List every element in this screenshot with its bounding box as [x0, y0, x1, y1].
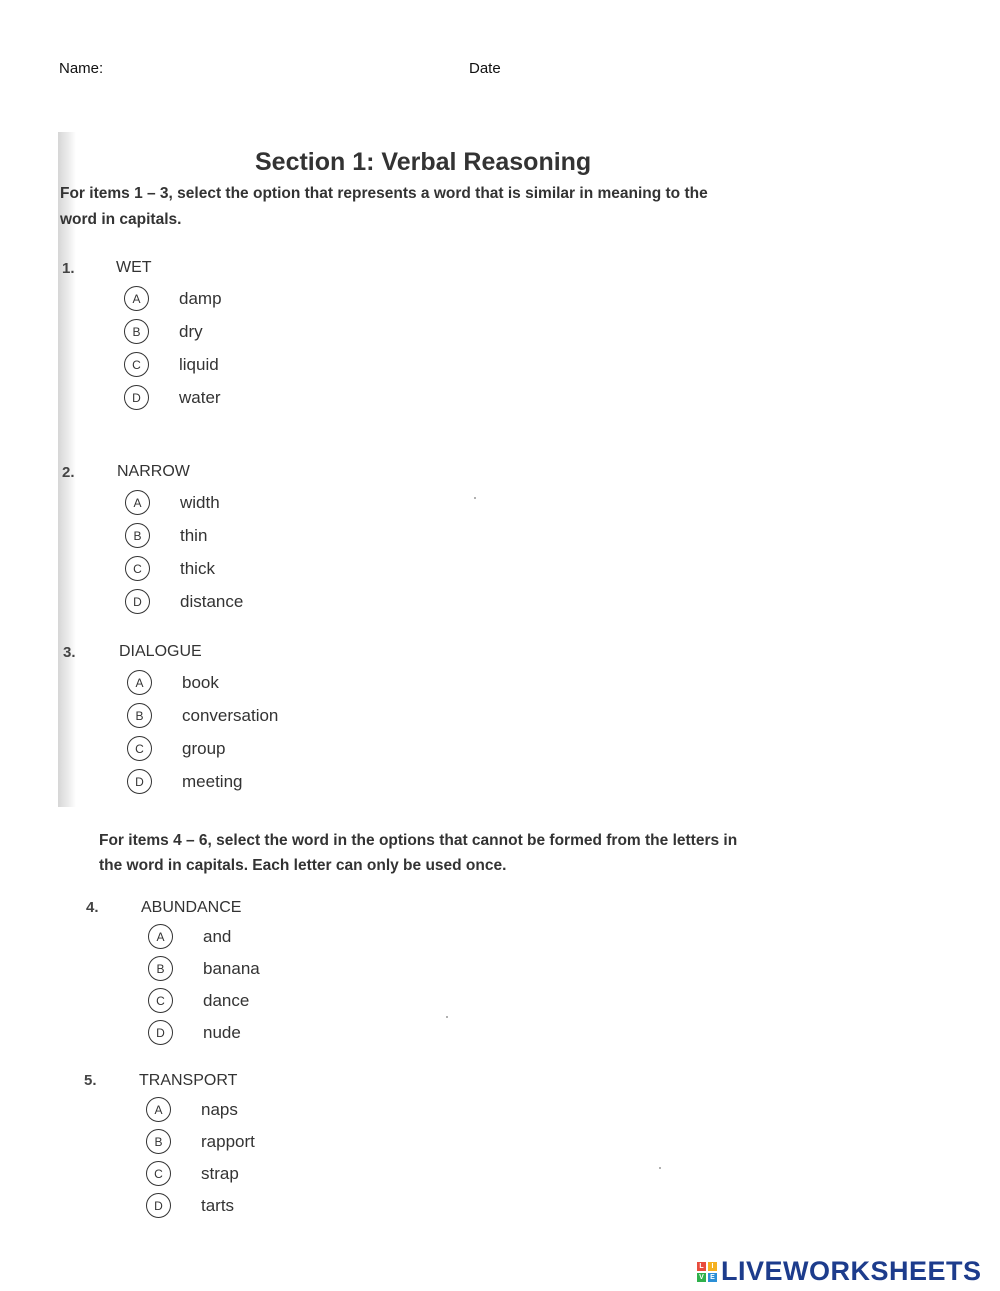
logo-text: LIVEWORKSHEETS: [721, 1256, 982, 1286]
question-2-number: 2.: [62, 464, 75, 481]
question-3-option-b[interactable]: [127, 703, 278, 728]
logo-square: E: [708, 1273, 717, 1282]
option-bubble[interactable]: B: [127, 703, 152, 728]
option-label: dry: [179, 321, 203, 341]
option-bubble[interactable]: A: [125, 490, 150, 515]
question-3-option-a[interactable]: [127, 670, 219, 695]
option-bubble[interactable]: C: [125, 556, 150, 581]
section-title: Section 1: Verbal Reasoning: [255, 148, 592, 176]
option-bubble[interactable]: C: [148, 988, 173, 1013]
option-label: group: [182, 738, 226, 758]
question-2-option-b[interactable]: [125, 523, 207, 548]
question-4-option-a[interactable]: [148, 924, 231, 949]
question-4-option-b[interactable]: [148, 956, 260, 981]
option-bubble[interactable]: A: [127, 670, 152, 695]
name-label: Name:: [59, 60, 104, 77]
logo-mark: [697, 1262, 717, 1282]
instructions-part1-line2: word in capitals.: [60, 211, 182, 228]
option-label: dance: [203, 990, 250, 1010]
question-3-option-d[interactable]: [127, 769, 242, 794]
option-label: thin: [180, 525, 208, 545]
scan-speck: [474, 497, 476, 499]
option-label: and: [203, 926, 232, 946]
option-bubble[interactable]: B: [146, 1129, 171, 1154]
option-bubble[interactable]: B: [148, 956, 173, 981]
question-1-option-b[interactable]: [124, 319, 203, 344]
question-5-number: 5.: [84, 1072, 97, 1089]
question-5-option-a[interactable]: [146, 1097, 238, 1122]
option-label: damp: [179, 288, 222, 308]
question-5-option-b[interactable]: [146, 1129, 255, 1154]
option-label: water: [179, 387, 221, 407]
question-4-word: ABUNDANCE: [141, 899, 242, 916]
question-2-option-a[interactable]: [125, 490, 220, 515]
question-5-option-d[interactable]: [146, 1193, 234, 1218]
instructions-part1: [60, 181, 708, 233]
option-bubble[interactable]: C: [146, 1161, 171, 1186]
scan-speck: [446, 1016, 448, 1018]
option-bubble[interactable]: A: [146, 1097, 171, 1122]
option-bubble[interactable]: D: [146, 1193, 171, 1218]
option-bubble[interactable]: A: [124, 286, 149, 311]
question-1-option-d[interactable]: [124, 385, 221, 410]
scan-speck: [659, 1167, 661, 1169]
option-label: liquid: [179, 354, 219, 374]
option-bubble[interactable]: D: [124, 385, 149, 410]
question-2-option-c[interactable]: [125, 556, 215, 581]
question-4-option-c[interactable]: [148, 988, 249, 1013]
option-bubble[interactable]: C: [124, 352, 149, 377]
question-3-option-c[interactable]: [127, 736, 225, 761]
option-bubble[interactable]: D: [148, 1020, 173, 1045]
instructions-part1-line1: For items 1 – 3, select the option that represents a word that is similar in meaning to the: [60, 185, 708, 202]
instructions-part2-line2: the word in capitals. Each letter can only be used once.: [99, 857, 507, 874]
option-label: distance: [180, 591, 244, 611]
question-1-word: WET: [116, 259, 152, 276]
option-label: rapport: [201, 1131, 255, 1151]
option-bubble[interactable]: D: [125, 589, 150, 614]
option-label: meeting: [182, 771, 243, 791]
logo-square: L: [697, 1262, 706, 1271]
question-1-number: 1.: [62, 260, 75, 277]
option-label: thick: [180, 558, 215, 578]
option-label: book: [182, 672, 219, 692]
option-label: width: [180, 492, 220, 512]
option-label: tarts: [201, 1195, 235, 1215]
logo-square: V: [697, 1273, 706, 1282]
option-bubble[interactable]: C: [127, 736, 152, 761]
option-bubble[interactable]: A: [148, 924, 173, 949]
option-bubble[interactable]: B: [124, 319, 149, 344]
question-1-option-a[interactable]: [124, 286, 222, 311]
logo-square: I: [708, 1262, 717, 1271]
option-label: strap: [201, 1163, 239, 1183]
option-label: naps: [201, 1099, 238, 1119]
question-3-number: 3.: [63, 644, 76, 661]
question-1-option-c[interactable]: [124, 352, 219, 377]
question-4-option-d[interactable]: [148, 1020, 241, 1045]
question-3-word: DIALOGUE: [119, 643, 202, 660]
option-label: conversation: [182, 705, 279, 725]
liveworksheets-logo: [697, 1256, 982, 1287]
question-5-word: TRANSPORT: [139, 1072, 238, 1089]
option-bubble[interactable]: D: [127, 769, 152, 794]
option-bubble[interactable]: B: [125, 523, 150, 548]
option-label: banana: [203, 958, 260, 978]
date-label: Date: [469, 60, 501, 77]
instructions-part2: [99, 828, 737, 878]
question-2-word: NARROW: [117, 463, 190, 480]
instructions-part2-line1: For items 4 – 6, select the word in the options that cannot be formed from the letters in: [99, 832, 738, 849]
question-2-option-d[interactable]: [125, 589, 243, 614]
question-5-option-c[interactable]: [146, 1161, 239, 1186]
option-label: nude: [203, 1022, 241, 1042]
question-4-number: 4.: [86, 899, 99, 916]
